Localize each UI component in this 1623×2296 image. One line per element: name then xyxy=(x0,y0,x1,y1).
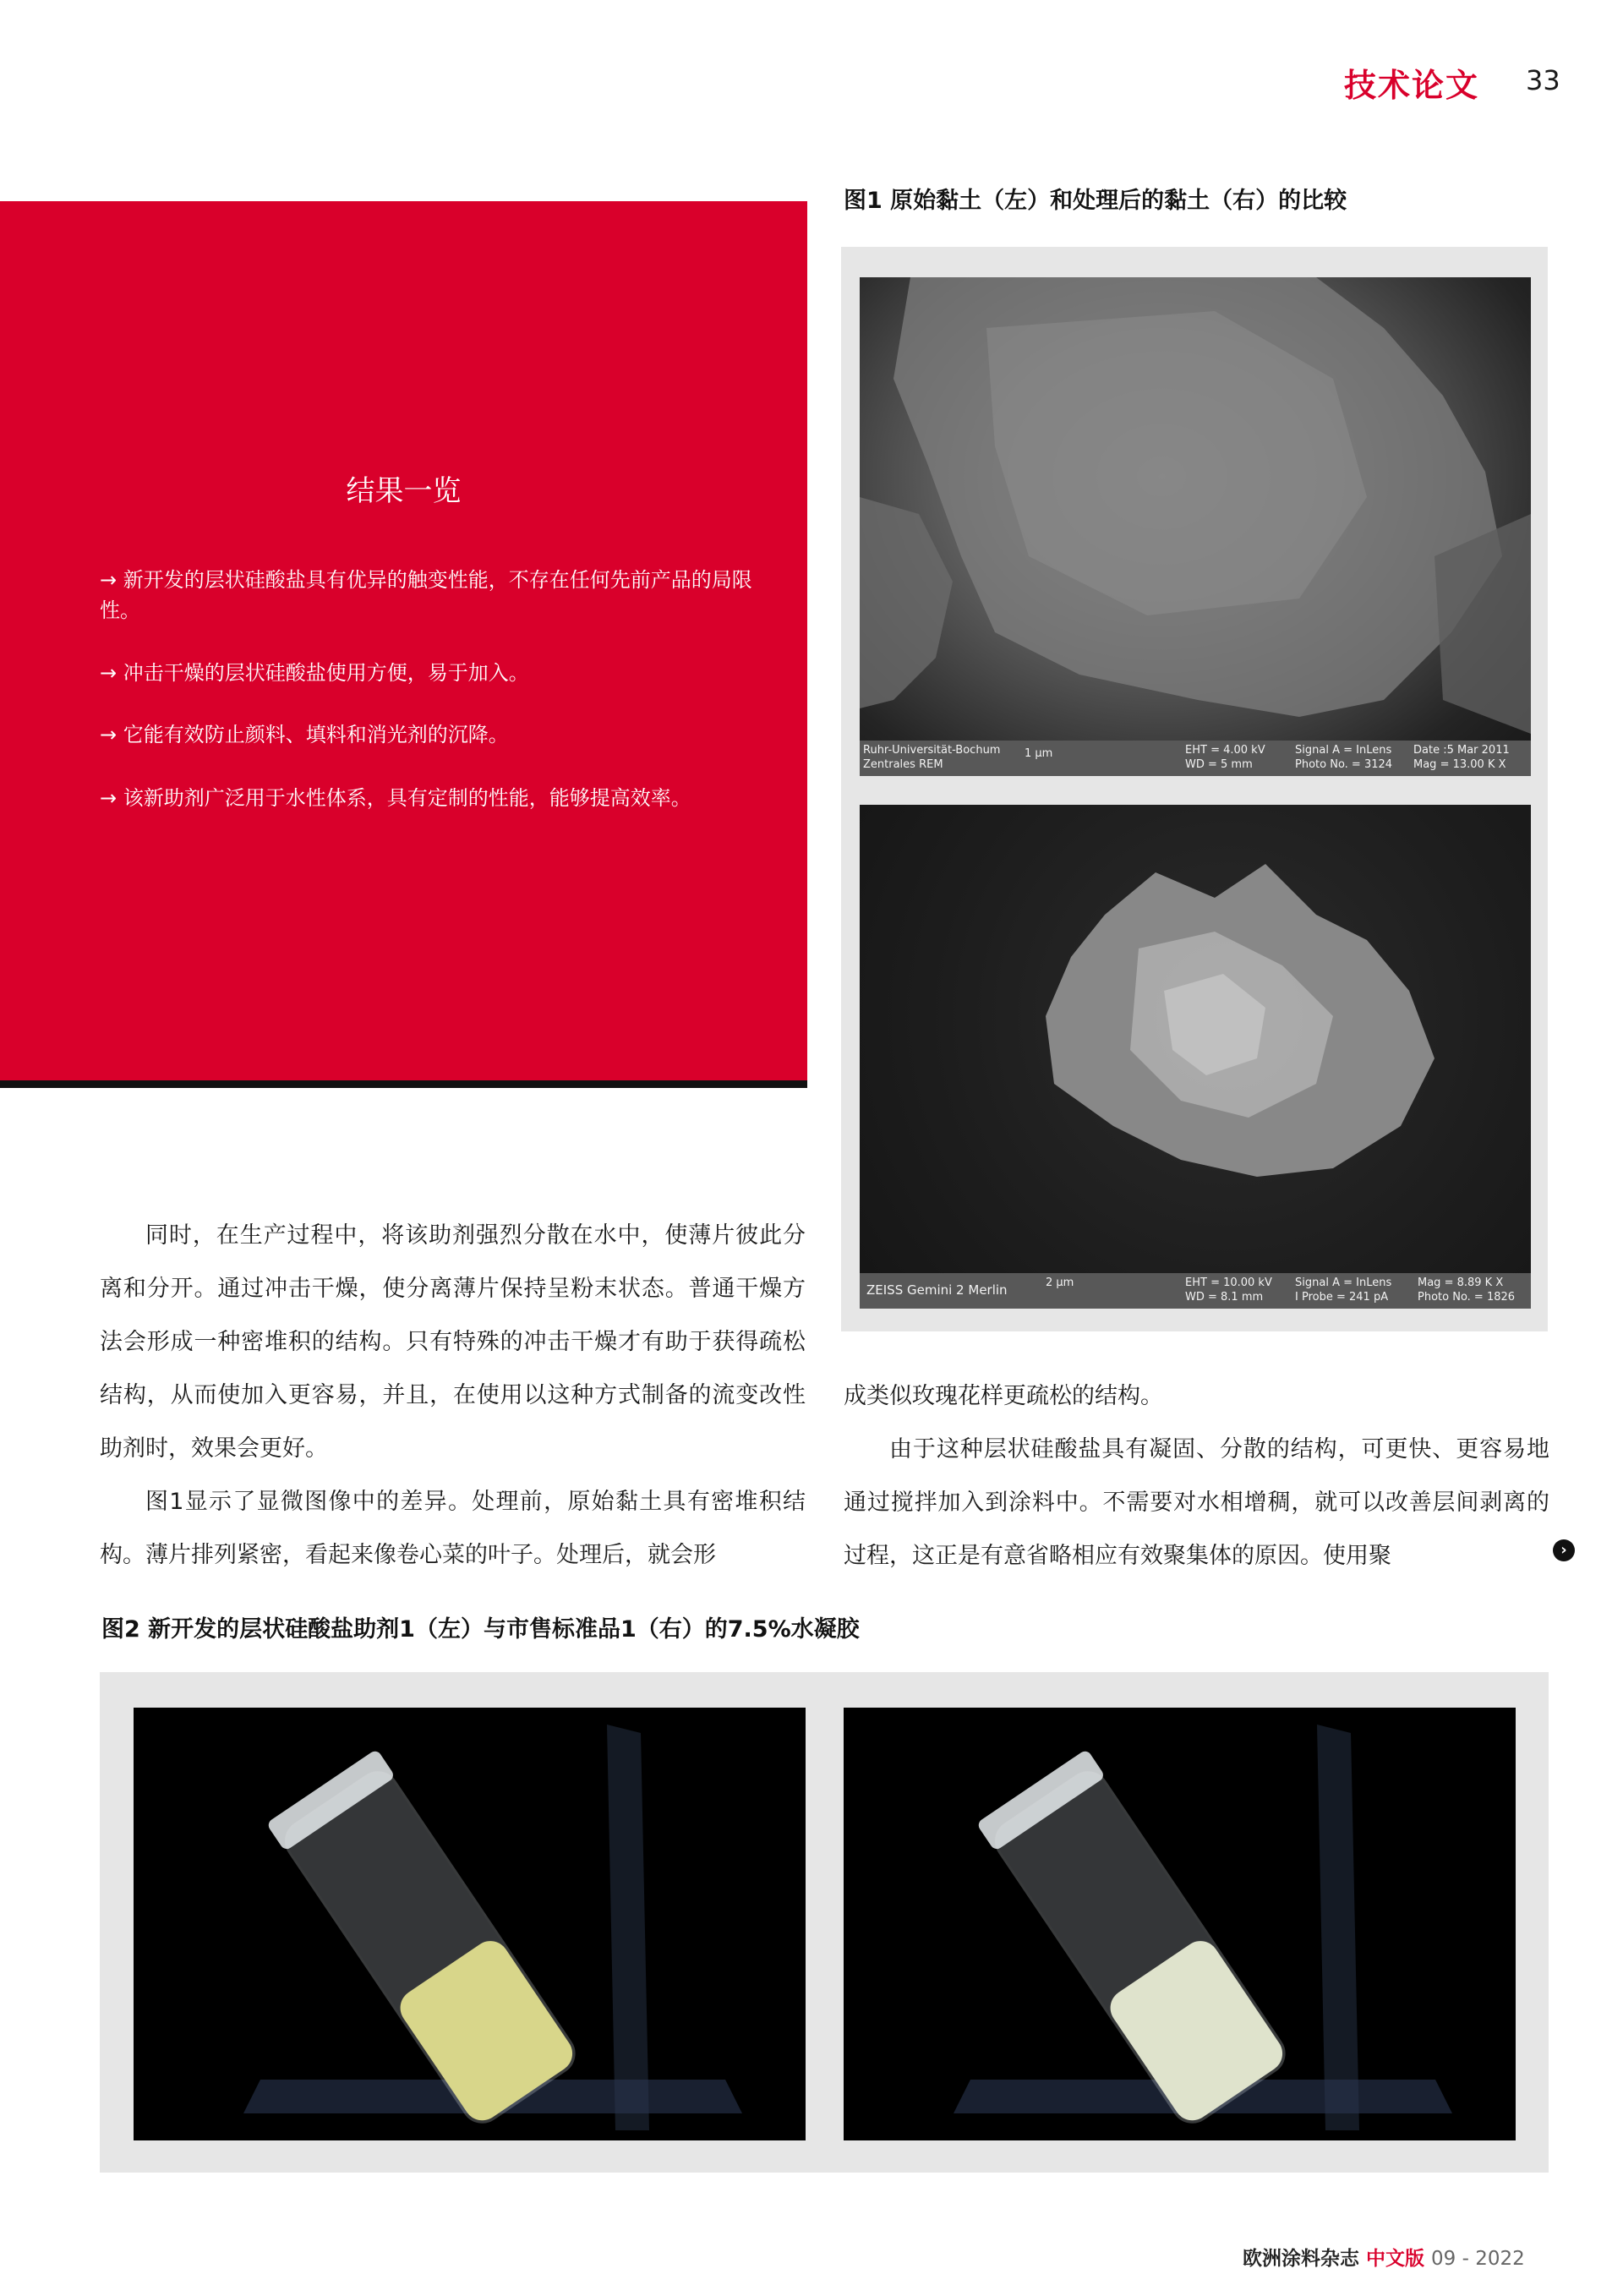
magazine-name: 欧洲涂料杂志 xyxy=(1243,2248,1359,2270)
summary-item: → 它能有效防止颜料、填料和消光剂的沉降。 xyxy=(100,723,509,746)
summary-item: → 冲击干燥的层状硅酸盐使用方便，易于加入。 xyxy=(100,661,529,685)
figure2-frame xyxy=(100,1672,1549,2173)
paragraph: 由于这种层状硅酸盐具有凝固、分散的结构，可更快、更容易地通过搅拌加入到涂料中。不需要对水相增稠，就可以改善层间剥离的过程，这正是有意省略相应有效聚集体的原因。使用聚 xyxy=(844,1436,1549,1569)
vial-illustration xyxy=(844,1708,1516,2140)
sem-info-bar: Ruhr-Universität-Bochum Zentrales REM 1 μm EHT = 4.00 kV WD = 5 mm Signal A = InLens Photo No. = 3124 Date :5 Mar 2011 Mag = 13.00 K X xyxy=(860,741,1531,776)
sem-texture xyxy=(860,277,1531,741)
figure1-caption: 图1 原始黏土（左）和处理后的黏土（右）的比较 xyxy=(844,188,1347,214)
figure2-caption: 图2 新开发的层状硅酸盐助剂1（左）与市售标准品1（右）的7.5%水凝胶 xyxy=(101,1616,860,1643)
vial-illustration xyxy=(134,1708,806,2140)
photo-commercial-standard xyxy=(844,1708,1516,2140)
paragraph: 图1显示了显微图像中的差异。处理前，原始黏土具有密堆积结构。薄片排列紧密，看起来像卷心菜的叶子。处理后，就会形 xyxy=(100,1489,806,1568)
page-number: 33 xyxy=(1526,64,1560,96)
footer-magazine xyxy=(1243,2243,1525,2271)
summary-item: → 新开发的层状硅酸盐具有优异的触变性能，不存在任何先前产品的局限性。 xyxy=(100,568,752,622)
sem-texture xyxy=(860,805,1531,1273)
paragraph: 成类似玫瑰花样更疏松的结构。 xyxy=(844,1383,1163,1409)
continue-arrow-icon: › xyxy=(1553,1539,1575,1561)
summary-item: → 该新助剂广泛用于水性体系，具有定制的性能，能够提高效率。 xyxy=(100,786,691,810)
issue-number: 09 - 2022 xyxy=(1431,2248,1525,2270)
sem-image-raw-clay xyxy=(860,277,1531,776)
summary-box xyxy=(0,201,807,1088)
edition-label: 中文版 xyxy=(1366,2248,1425,2270)
summary-title: 结果一览 xyxy=(346,474,462,508)
body-text-left xyxy=(100,1209,806,1582)
sem-image-treated-clay xyxy=(860,805,1531,1309)
paragraph: 同时，在生产过程中，将该助剂强烈分散在水中，使薄片彼此分离和分开。通过冲击干燥，使分离薄片保持呈粉末状态。普通干燥方法会形成一种密堆积的结构。只有特殊的冲击干燥才有助于获得疏松结构，从而使加入更容易，并且，在使用以这种方式制备的流变改性助剂时，效果会更好。 xyxy=(100,1222,806,1462)
sem-info-bar: ZEISS Gemini 2 Merlin 2 μm EHT = 10.00 kV WD = 8.1 mm Signal A = InLens I Probe = 241 pA Mag = 8.89 K X Photo No. = 1826 xyxy=(860,1273,1531,1309)
body-text-right xyxy=(844,1369,1549,1583)
figure1-frame xyxy=(841,247,1548,1331)
photo-new-additive xyxy=(134,1708,806,2140)
section-title: 技术论文 xyxy=(1344,67,1480,104)
